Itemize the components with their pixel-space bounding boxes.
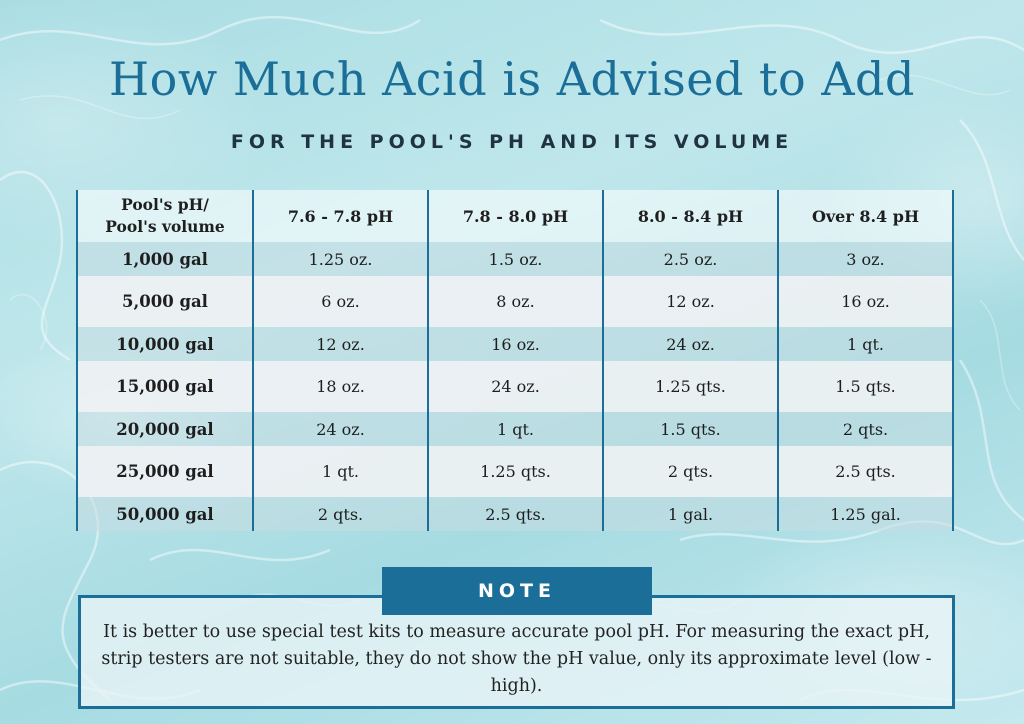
dosage-cell: 16 oz. [428,327,603,361]
dosage-cell: 1.25 qts. [603,361,778,412]
dosage-cell: 1 gal. [603,497,778,531]
page-subtitle: FOR THE POOL'S PH AND ITS VOLUME [230,131,794,153]
column-header: Over 8.4 pH [778,190,953,242]
volume-cell: 15,000 gal [77,361,253,412]
table-row [77,497,953,531]
dosage-cell: 2.5 qts. [778,446,953,497]
dosage-cell: 1 qt. [778,327,953,361]
page-title: How Much Acid is Advised to Add [109,52,915,106]
header-corner-cell [77,190,253,242]
volume-cell: 20,000 gal [77,412,253,446]
volume-cell: 1,000 gal [77,242,253,276]
table-row [77,412,953,446]
dosage-cell: 1.25 qts. [428,446,603,497]
volume-cell: 25,000 gal [77,446,253,497]
table-row [77,361,953,412]
dosage-cell: 2 qts. [603,446,778,497]
column-header: 7.6 - 7.8 pH [253,190,428,242]
dosage-cell: 2.5 qts. [428,497,603,531]
header-corner-line2: Pool's volume [105,217,225,236]
dosage-cell: 6 oz. [253,276,428,327]
dosage-cell: 2 qts. [253,497,428,531]
note-text: It is better to use special test kits to measure accurate pool pH. For measuring the exact pH, strip testers are not suitable, they do not show the pH value, only its approximate level (low - high). [101,622,932,696]
table-row [77,276,953,327]
table-header-row [77,190,953,242]
table-row [77,242,953,276]
column-header: 8.0 - 8.4 pH [603,190,778,242]
table-row [77,446,953,497]
volume-cell: 10,000 gal [77,327,253,361]
dosage-cell: 3 oz. [778,242,953,276]
dosage-cell: 1.5 oz. [428,242,603,276]
dosage-cell: 12 oz. [603,276,778,327]
column-header: 7.8 - 8.0 pH [428,190,603,242]
dosage-cell: 1 qt. [253,446,428,497]
dosage-cell: 2.5 oz. [603,242,778,276]
dosage-cell: 12 oz. [253,327,428,361]
dosage-cell: 24 oz. [428,361,603,412]
dosage-cell: 2 qts. [778,412,953,446]
volume-cell: 50,000 gal [77,497,253,531]
dosage-cell: 24 oz. [603,327,778,361]
dosage-cell: 1.25 gal. [778,497,953,531]
dosage-cell: 1.25 oz. [253,242,428,276]
dosage-cell: 1.5 qts. [778,361,953,412]
table-row [77,327,953,361]
dosage-cell: 1.5 qts. [603,412,778,446]
dosage-cell: 8 oz. [428,276,603,327]
volume-cell: 5,000 gal [77,276,253,327]
header-corner-line1: Pool's pH/ [121,195,209,214]
dosage-cell: 16 oz. [778,276,953,327]
note-label: NOTE [382,567,652,615]
dosage-cell: 24 oz. [253,412,428,446]
acid-dosage-table [76,190,952,531]
dosage-cell: 18 oz. [253,361,428,412]
dosage-cell: 1 qt. [428,412,603,446]
